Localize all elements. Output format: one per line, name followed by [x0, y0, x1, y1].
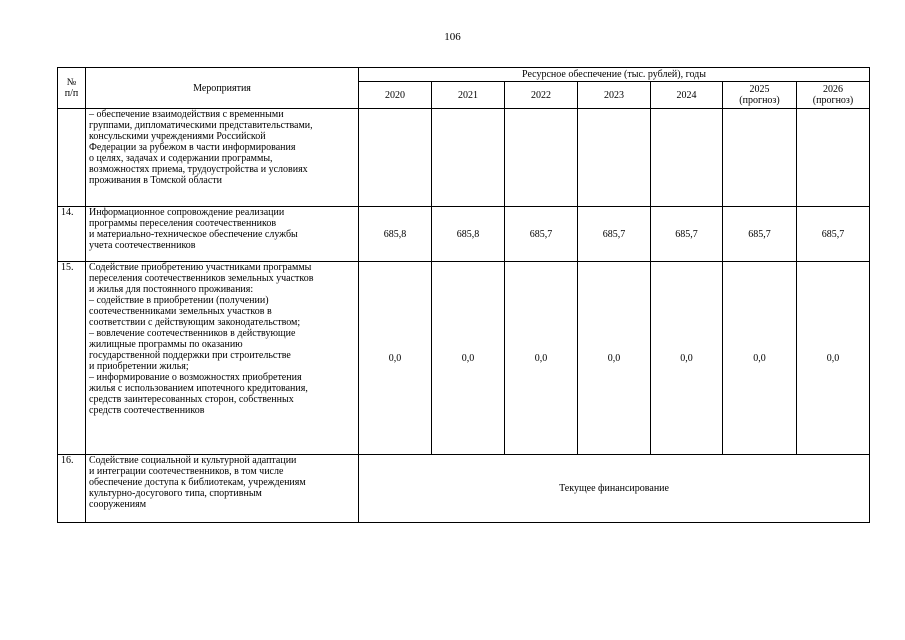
value-cell: 0,0 [723, 262, 797, 455]
event-line: – вовлечение соотечественников в действующие [89, 328, 296, 339]
current-financing-cell [359, 455, 870, 523]
value-cell: 0,0 [505, 262, 578, 455]
row-num: 14. [58, 207, 86, 262]
table-row [58, 109, 870, 207]
header-num-label-1: № [66, 77, 77, 88]
year-label: 2021 [458, 89, 478, 101]
forecast-note: (прогноз) [812, 95, 854, 106]
row-num: 15. [58, 262, 86, 455]
event-line: группами, дипломатическими представительствами, [89, 120, 313, 131]
value-cell: 685,8 [432, 207, 505, 262]
row-num: 16. [58, 455, 86, 523]
event-line: средств соотечественников [89, 405, 205, 416]
year-header-cell [797, 82, 870, 109]
event-line: Федерации за рубежом в части информирования [89, 142, 296, 153]
event-line: консульскими учреждениями Российской [89, 131, 266, 142]
year-label: 2020 [385, 89, 405, 101]
event-line: средств заинтересованных сторон, собственных [89, 394, 294, 405]
value-cell [359, 109, 432, 207]
page-number: 106 [444, 31, 461, 43]
year-header-cell [505, 82, 578, 109]
event-line: Содействие социальной и культурной адаптации [89, 455, 297, 466]
event-line: – содействие в приобретении (получении) [89, 295, 269, 306]
value-cell [578, 109, 651, 207]
event-line: жилья с использованием ипотечного кредитования, [89, 383, 308, 394]
event-line: проживания в Томской области [89, 175, 222, 186]
year-header-cell [359, 82, 432, 109]
event-line: Информационное сопровождение реализации [89, 207, 285, 218]
event-line: учета соотечественников [89, 240, 196, 251]
value-cell: 685,7 [797, 207, 870, 262]
event-line: жилищные программы по оказанию [89, 339, 243, 350]
value-cell: 685,7 [723, 207, 797, 262]
value-cell: 0,0 [359, 262, 432, 455]
header-resource-cell [359, 68, 870, 82]
value-cell [723, 109, 797, 207]
header-event-label: Мероприятия [193, 82, 251, 94]
header-event-cell [86, 68, 359, 109]
year-label: 2022 [531, 89, 551, 101]
value-cell [432, 109, 505, 207]
row-event [86, 262, 359, 455]
event-line: и приобретении жилья; [89, 361, 189, 372]
value-cell [651, 109, 723, 207]
row-event [86, 455, 359, 523]
year-label: 2023 [604, 89, 624, 101]
current-financing-text: Текущее финансирование [559, 483, 669, 494]
forecast-note: (прогноз) [739, 95, 780, 106]
event-line: Содействие приобретению участниками программы [89, 262, 312, 273]
year-header-cell [578, 82, 651, 109]
header-resource-label: Ресурсное обеспечение (тыс. рублей), годы [522, 69, 706, 80]
header-row-1 [58, 68, 870, 82]
year-header-cell [651, 82, 723, 109]
event-line: и жилья для постоянного проживания: [89, 284, 254, 295]
event-line: – информирование о возможностях приобретения [89, 372, 302, 383]
header-num-cell [58, 68, 86, 109]
event-line: переселения соотечественников земельных участков [89, 273, 314, 284]
header-num-label-2: п/п [64, 88, 79, 99]
event-line: – обеспечение взаимодействия с временными [89, 109, 284, 120]
value-cell: 685,7 [505, 207, 578, 262]
value-cell: 0,0 [651, 262, 723, 455]
value-cell [797, 109, 870, 207]
event-line: возможностях приема, трудоустройства и условиях [89, 164, 308, 175]
event-line: сооружениям [89, 499, 147, 510]
event-line: и интеграции соотечественников, в том числе [89, 466, 284, 477]
value-cell: 685,7 [651, 207, 723, 262]
event-line: обеспечение доступа к библиотекам, учреждениям [89, 477, 306, 488]
value-cell: 685,8 [359, 207, 432, 262]
year-label: 2025 [749, 84, 770, 95]
event-line: соотечественниками земельных участков в [89, 306, 272, 317]
event-line: культурно-досугового типа, спортивным [89, 488, 262, 499]
value-cell: 0,0 [797, 262, 870, 455]
event-line: и материально-техническое обеспечение службы [89, 229, 298, 240]
table-row [58, 262, 870, 455]
year-label: 2024 [676, 89, 697, 101]
row-event [86, 207, 359, 262]
value-cell: 0,0 [432, 262, 505, 455]
table-row [58, 455, 870, 523]
resource-table [57, 67, 870, 523]
event-line: о целях, задачах и содержании программы, [89, 153, 273, 164]
event-line: программы переселения соотечественников [89, 218, 277, 229]
year-label: 2026 [823, 84, 844, 95]
value-cell: 0,0 [578, 262, 651, 455]
table-row [58, 207, 870, 262]
value-cell [505, 109, 578, 207]
value-cell: 685,7 [578, 207, 651, 262]
row-event [86, 109, 359, 207]
event-line: государственной поддержки при строительстве [89, 350, 291, 361]
year-header-cell [723, 82, 797, 109]
year-header-cell [432, 82, 505, 109]
row-num [58, 109, 86, 207]
event-line: соответствии с действующим законодательством; [89, 317, 301, 328]
